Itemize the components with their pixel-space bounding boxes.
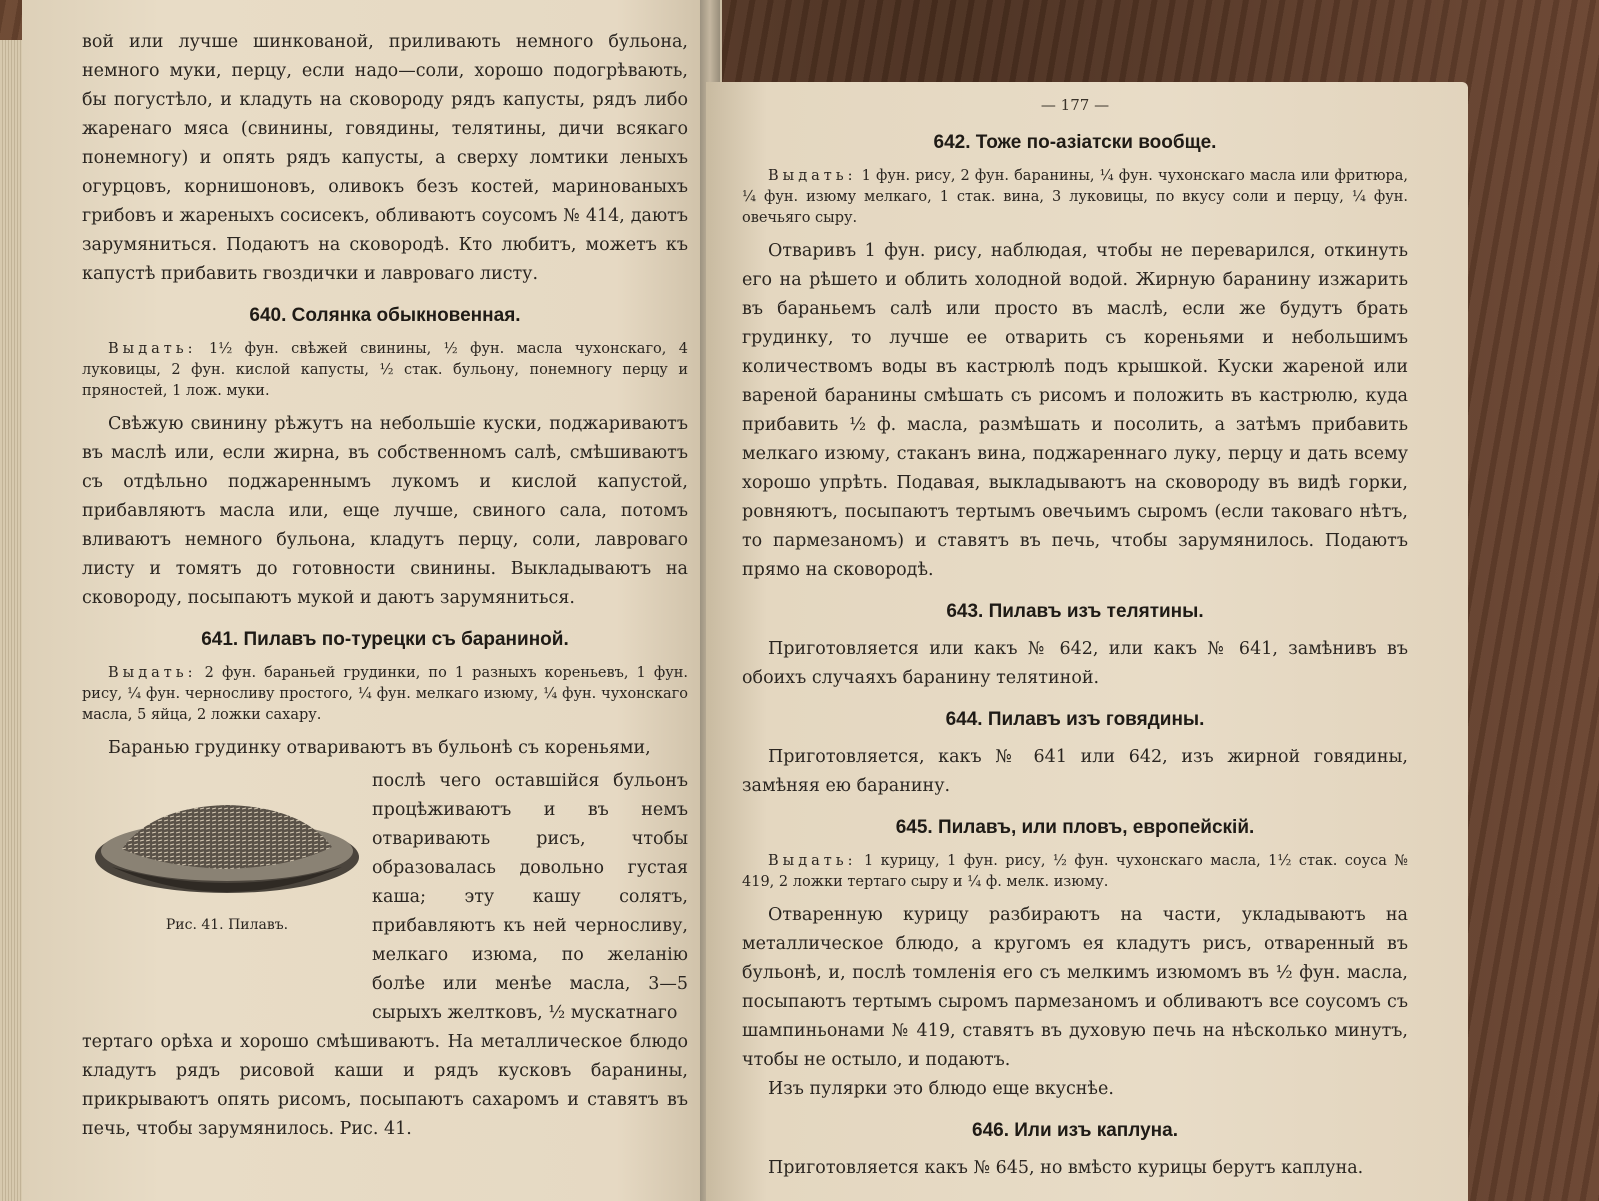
recipe-640-text: Свѣжую свинину рѣжутъ на небольшiе куски, поджариваютъ въ маслѣ или, если жирна, въ собственномъ салѣ, смѣшиваютъ съ отдѣльно поджареннымъ лукомъ и кислой капустой, прибавляютъ масла или, еще лучше, свиного сала, потомъ вливаютъ немного бульона, кладутъ перцу, соли, лавроваго листу и томятъ до готовности свинины. Выкладываютъ на сковороду, посыпаютъ мукой и даютъ зарумяниться. xyxy=(82,414,688,608)
recipe-643-text: Приготовляется или какъ № 642, или какъ № 641, замѣнивъ въ обоихъ случаяхъ баранину телятиной. xyxy=(742,639,1408,688)
recipe-641-yield xyxy=(82,663,688,726)
page-stack-edge xyxy=(0,40,24,1201)
recipe-645-note: Изъ пулярки это блюдо еще вкуснѣе. xyxy=(768,1079,1114,1099)
yield-label: Выдать: xyxy=(108,341,197,357)
recipe-640-yield xyxy=(82,339,688,402)
recipe-641-rest: тертаго орѣха и хорошо смѣшиваютъ. На металлическое блюдо кладутъ рядъ рисовой каши и рядъ кусковъ баранины, прикрываютъ опять рисомъ, посыпаютъ сахаромъ и ставятъ въ печь, чтобы зарумянилось. Рис. 41. xyxy=(82,1032,688,1139)
recipe-642-text: Отваривъ 1 фун. рису, наблюдая, чтобы не переварился, откинуть его на рѣшето и облить холодной водой. Жирную баранину изжарить въ бараньемъ салѣ или просто въ маслѣ, если же будутъ брать грудинку, то лучше ее отварить съ кореньями и небольшимъ количествомъ воды въ кастрюлѣ подъ крышкой. Куски жареной или вареной баранины смѣшать съ рисомъ и положить въ кастрюлю, куда прибавить ½ ф. масла, размѣшать и посолить, а затѣмъ прибавить мелкаго изюму, стаканъ вина, поджареннаго луку, перцу и дать всему хорошо упрѣть. Подавая, выкладываютъ на сковороду въ видѣ горки, ровняютъ, посыпаютъ тертымъ овечьимъ сыромъ (если таковаго нѣтъ, то пармезаномъ) и ставятъ въ печь, чтобы зарумянилось. Подаютъ прямо на сковородѣ. xyxy=(742,241,1408,580)
recipe-641-first-line: Баранью грудинку отвариваютъ въ бульонѣ съ кореньями, xyxy=(108,738,651,758)
page-number: — 177 — xyxy=(1040,96,1110,114)
yield-label: Выдать: xyxy=(108,665,197,681)
recipe-643-heading: 643. Пилавъ изъ телятины. xyxy=(946,601,1204,622)
recipe-646-text: Приготовляется какъ № 645, но вмѣсто курицы берутъ каплуна. xyxy=(768,1158,1364,1178)
recipe-641-heading: 641. Пилавъ по-турецки съ бараниной. xyxy=(201,629,569,650)
recipe-640-heading: 640. Солянка обыкновенная. xyxy=(249,305,521,326)
figure-side-text xyxy=(372,767,688,1028)
recipe-641-wrap-text: послѣ чего оставшiйся бульонъ процѣживаютъ и въ немъ отваривають рисъ, чтобы образовалась довольно густая каша; эту кашу солятъ, прибавляютъ къ ней черносливу, мелкаго изюма, по желанiю болѣе или менѣе масла, 3—5 сырыхъ желтковъ, ½ мускатнаго xyxy=(372,771,688,1023)
yield-text: 1 фун. рису, 2 фун. баранины, ¼ фун. чухонскаго масла или фритюра, ¼ фун. изюму мелкаго, 1 стак. вина, 3 луковицы, по вкусу соли и перцу, ¼ фун. овечьяго сыру. xyxy=(742,168,1408,226)
pilaf-dish-illustration xyxy=(92,787,362,907)
recipe-645-heading: 645. Пилавъ, или пловъ, европейскiй. xyxy=(895,817,1255,838)
continued-text: вой или лучше шинкованой, приливають немного бульона, немного муки, перцу, если надо—соли, хорошо подогрѣвають, бы погустѣло, и кладуть на сковороду рядъ капусты, рядъ либо жаренаго мяса (свинины, говядины, телятины, дичи всякаго понемногу) и опять рядъ капусты, а сверху ломтики леныхъ огурцовъ, корнишоновъ, оливокъ безъ костей, маринованыхъ грибовъ и жареныхъ сосисекъ, обливаютъ соусомъ № 414, даютъ зарумяниться. Подаютъ на сковородѣ. Кто любитъ, можетъ къ капустѣ прибавить гвоздички и лавроваго листу. xyxy=(82,32,688,284)
recipe-642-heading: 642. Тоже по-азiатски вообще. xyxy=(933,132,1217,153)
yield-text: 1½ фун. свѣжей свинины, ½ фун. масла чухонскаго, 4 луковицы, 2 фун. кислой капусты, ½ стак. бульону, понемногу перцу и пряностей, 1 лож. муки. xyxy=(82,341,688,399)
recipe-644-heading: 644. Пилавъ изъ говядины. xyxy=(945,709,1205,730)
recipe-646-heading: 646. Или изъ каплуна. xyxy=(972,1120,1178,1141)
recipe-644-text: Приготовляется, какъ № 641 или 642, изъ жирной говядины, замѣняя ею баранину. xyxy=(742,747,1408,796)
pilaf-figure xyxy=(82,767,372,933)
yield-label: Выдать: xyxy=(768,168,857,184)
yield-text: 2 фун. бараньей грудинки, по 1 разныхъ кореньевъ, 1 фун. рису, ¼ фун. черносливу простого, ¼ фун. мелкаго изюму, ¼ фун. чухонскаго масла, 5 яйца, 2 ложки сахару. xyxy=(82,665,688,723)
right-page xyxy=(706,82,1468,1201)
yield-text: 1 курицу, 1 фун. рису, ½ фун. чухонскаго масла, 1½ стак. соуса № 419, 2 ложки тертаго сыру и ¼ ф. мелк. изюму. xyxy=(742,853,1409,890)
yield-label: Выдать: xyxy=(768,853,857,869)
recipe-642-yield xyxy=(742,166,1408,229)
recipe-645-yield xyxy=(742,851,1408,893)
figure-caption: Рис. 41. Пилавъ. xyxy=(165,917,289,933)
recipe-645-text: Отваренную курицу разбираютъ на части, укладываютъ на металлическое блюдо, а кругомъ ея кладутъ рисъ, отваренный въ бульонѣ, и, послѣ томленiя его съ мелкимъ изюмомъ въ ½ фун. масла, посыпаютъ тертымъ сыромъ пармезаномъ и обливаютъ все соусомъ съ шампиньонами № 419, ставятъ въ духовую печь на нѣсколько минутъ, чтобы не остыло, и подаютъ. xyxy=(742,905,1408,1070)
figure-block xyxy=(82,767,688,1028)
left-page xyxy=(22,0,722,1201)
